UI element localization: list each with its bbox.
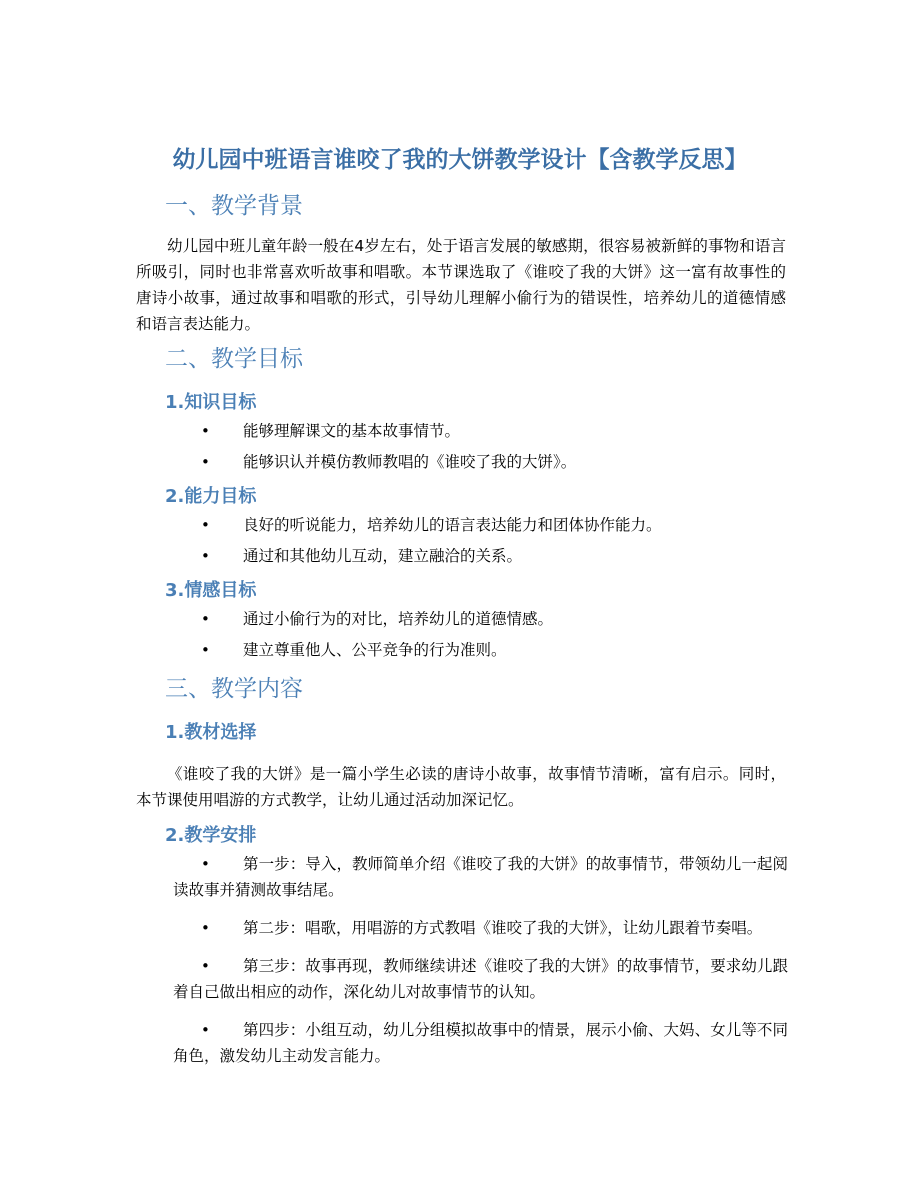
- subheading-emotion-goals: 3.情感目标: [165, 580, 257, 601]
- subheading-knowledge-goals: 1.知识目标: [165, 392, 257, 413]
- list-item: • 能够理解课文的基本故事情节。: [0, 418, 920, 444]
- bullet-icon: •: [201, 610, 210, 628]
- bullet-icon: •: [201, 516, 210, 534]
- bullet-icon: •: [201, 422, 210, 440]
- bullet-icon: •: [201, 1021, 210, 1039]
- subheading-arrangement: 2.教学安排: [165, 825, 257, 846]
- document-title: 幼儿园中班语言谁咬了我的大饼教学设计【含教学反思】: [172, 147, 748, 173]
- section-heading-goals: 二、教学目标: [165, 346, 303, 372]
- teaching-steps-list: [173, 851, 788, 1081]
- bullet-icon: •: [201, 641, 210, 659]
- subheading-ability-goals: 2.能力目标: [165, 486, 257, 507]
- step-item: • 第一步：导入，教师简单介绍《谁咬了我的大饼》的故事情节，带领幼儿一起阅读故事并猜测故事结尾。: [173, 851, 788, 903]
- bullet-icon: •: [201, 957, 210, 975]
- list-item: • 能够识认并模仿教师教唱的《谁咬了我的大饼》。: [0, 449, 920, 475]
- section-heading-content: 三、教学内容: [165, 676, 303, 702]
- step-item: • 第二步：唱歌，用唱游的方式教唱《谁咬了我的大饼》，让幼儿跟着节奏唱。: [173, 915, 788, 941]
- list-item: • 通过小偷行为的对比，培养幼儿的道德情感。: [0, 606, 920, 632]
- list-item: • 良好的听说能力，培养幼儿的语言表达能力和团体协作能力。: [0, 512, 920, 538]
- bullet-icon: •: [201, 547, 210, 565]
- ability-goals-list: [0, 512, 920, 569]
- list-item: • 通过和其他幼儿互动，建立融洽的关系。: [0, 543, 920, 569]
- bullet-icon: •: [201, 453, 210, 471]
- bullet-icon: •: [201, 919, 210, 937]
- material-paragraph: 《谁咬了我的大饼》是一篇小学生必读的唐诗小故事，故事情节清晰，富有启示。同时，本节课使用唱游的方式教学，让幼儿通过活动加深记忆。: [136, 765, 786, 809]
- list-item: • 建立尊重他人、公平竞争的行为准则。: [0, 637, 920, 663]
- step-item: • 第三步：故事再现，教师继续讲述《谁咬了我的大饼》的故事情节，要求幼儿跟着自己做出相应的动作，深化幼儿对故事情节的认知。: [173, 953, 788, 1005]
- section-heading-background: 一、教学背景: [165, 193, 303, 219]
- step-item: • 第四步：小组互动，幼儿分组模拟故事中的情景，展示小偷、大妈、女儿等不同角色，激发幼儿主动发言能力。: [173, 1017, 788, 1069]
- bullet-icon: •: [201, 855, 210, 873]
- emotion-goals-list: [0, 606, 920, 663]
- background-paragraph: 幼儿园中班儿童年龄一般在4岁左右，处于语言发展的敏感期，很容易被新鲜的事物和语言所吸引，同时也非常喜欢听故事和唱歌。本节课选取了《谁咬了我的大饼》这一富有故事性的唐诗小故事，通过故事和唱歌的形式，引导幼儿理解小偷行为的错误性，培养幼儿的道德情感和语言表达能力。: [136, 237, 786, 333]
- subheading-material: 1.教材选择: [165, 722, 257, 743]
- knowledge-goals-list: [0, 418, 920, 475]
